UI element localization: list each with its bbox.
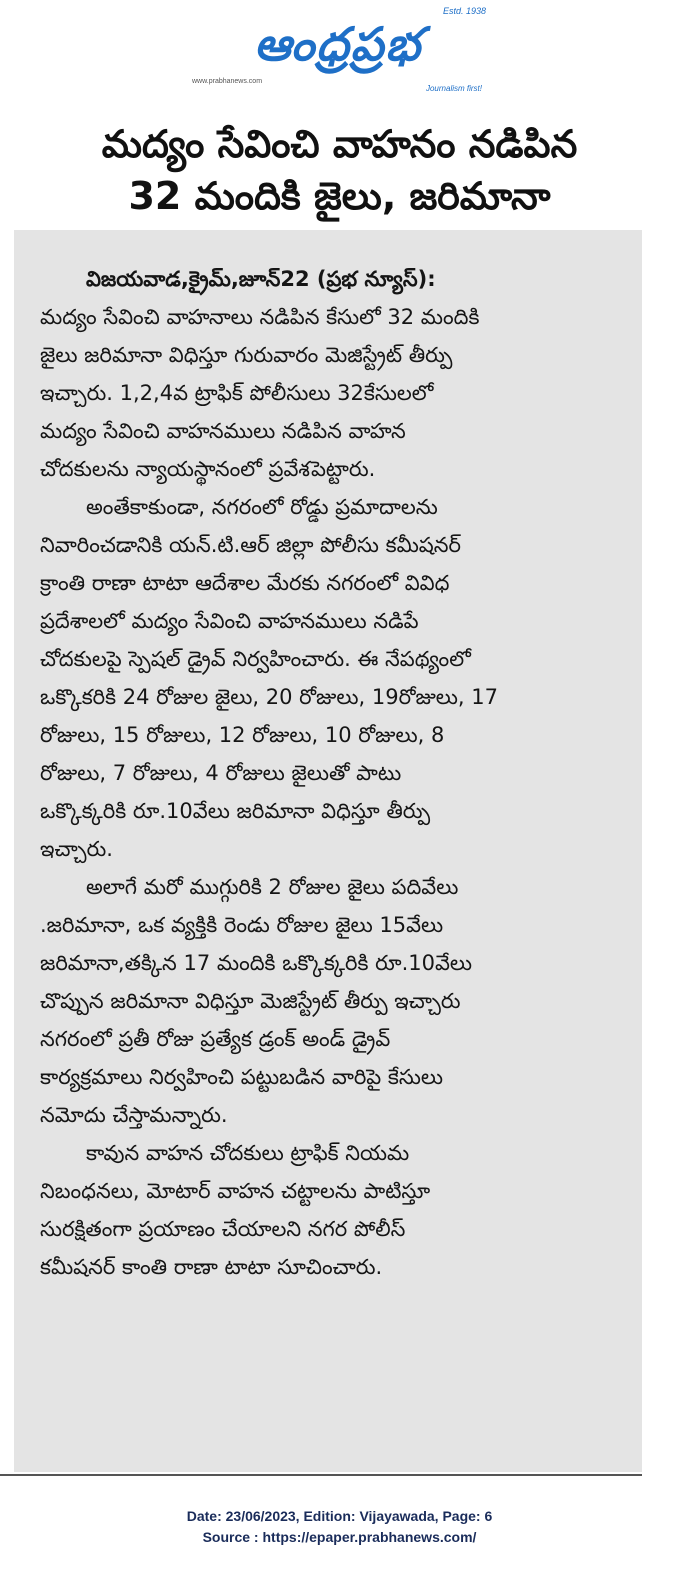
text-line: కమీషనర్ కాంతి రాణా టాటా సూచించారు. <box>40 1255 383 1279</box>
text-line: ఇచ్చారు. <box>40 837 113 861</box>
text-line: మద్యం సేవించి వాహనాలు నడిపిన కేసులో 32 మందికి <box>40 305 480 329</box>
text-line: ప్రదేశాలలో మద్యం సేవించి వాహనములు నడిపే <box>40 609 419 633</box>
text-line: మద్యం సేవించి వాహనములు నడిపిన వాహన <box>40 419 406 443</box>
text-line: రోజులు, 15 రోజులు, 12 రోజులు, 10 రోజులు, 8 <box>40 723 445 747</box>
site-url: www.prabhanews.com <box>192 78 263 85</box>
article-box <box>14 230 642 1472</box>
text-line: చోదకులను న్యాయస్థానంలో ప్రవేశపెట్టారు. <box>40 457 376 481</box>
text-line: రోజులు, 7 రోజులు, 4 రోజులు జైలుతో పాటు <box>40 761 402 785</box>
text-line: ఒక్కొక్కరికి రూ.10వేలు జరిమానా విధిస్తూ తీర్పు <box>40 799 431 823</box>
paragraph-1 <box>40 260 630 488</box>
text-line: ఒక్కొకరికి 24 రోజుల జైలు, 20 రోజులు, 19రోజులు, 17 <box>40 685 498 709</box>
text-line: జరిమానా,తక్కిన 17 మందికి ఒక్కొక్కరికి రూ.10వేలు <box>40 951 473 975</box>
text-line: కార్యక్రమాలు నిర్వహించి పట్టుబడిన వారిపై కేసులు <box>40 1065 444 1089</box>
masthead <box>0 0 679 110</box>
text-line: సురక్షితంగా ప్రయాణం చేయాలని నగర పోలీస్ <box>40 1217 406 1241</box>
tagline: Journalism first! <box>425 84 482 93</box>
logo-text: ఆంధ్రప్రభ <box>254 17 422 71</box>
paragraph-3 <box>40 868 630 1134</box>
headline-line-2: 32 మందికి జైలు, జరిమానా <box>128 174 551 218</box>
text-line: నగరంలో ప్రతీ రోజు ప్రత్యేక డ్రంక్ అండ్ డ్రైవ్ <box>40 1027 391 1051</box>
text-line: జైలు జరిమానా విధిస్తూ గురువారం మెజిస్ట్రేట్ తీర్పు <box>40 343 453 367</box>
date-edition-line: Date: 23/06/2023, Edition: Vijayawada, Page: 6 <box>186 1508 493 1524</box>
text-line: నిబంధనలు, మోటార్ వాహన చట్టాలను పాటిస్తూ <box>40 1179 431 1203</box>
paragraph-4 <box>40 1134 630 1286</box>
text-line: నివారించడానికి యన్.టి.ఆర్ జిల్లా పోలీసు కమీషనర్ <box>40 533 461 557</box>
newspaper-logo[interactable] <box>188 6 488 93</box>
text-line: నమోదు చేస్తామన్నారు. <box>40 1103 228 1127</box>
estd-label: Estd. 1938 <box>442 6 486 16</box>
paragraph-2 <box>40 488 630 868</box>
article-body <box>40 260 630 1286</box>
text-line: చోదకులపై స్పెషల్ డ్రైవ్ నిర్వహించారు. ఈ నేపథ్యంలో <box>40 647 471 671</box>
text-line: క్రాంతి రాణా టాటా ఆదేశాల మేరకు నగరంలో వివిధ <box>40 571 450 595</box>
text-line: కావున వాహన చోదకులు ట్రాఫిక్ నియమ <box>86 1141 410 1165</box>
footer <box>0 1506 679 1548</box>
source-link[interactable]: Source : https://epaper.prabhanews.com/ <box>202 1529 477 1545</box>
dateline: విజయవాడ,క్రైమ్,జూన్22 (ప్రభ న్యూస్): <box>86 267 436 291</box>
text-line: అలాగే మరో ముగ్గురికి 2 రోజుల జైలు పదివేలు <box>86 875 459 899</box>
text-line: .జరిమానా, ఒక వ్యక్తికి రెండు రోజుల జైలు 15వేలు <box>40 913 444 937</box>
text-line: చొప్పున జరిమానా విధిస్తూ మెజిస్ట్రేట్ తీర్పు ఇచ్చారు <box>40 989 461 1013</box>
text-line: ఇచ్చారు. 1,2,4వ ట్రాఫిక్ పోలీసులు 32కేసులలో <box>40 381 434 405</box>
headline <box>10 118 669 222</box>
divider <box>0 1474 642 1476</box>
text-line: అంతేకాకుండా, నగరంలో రోడ్డు ప్రమాదాలను <box>86 495 438 519</box>
headline-line-1: మద్యం సేవించి వాహనం నడిపిన <box>101 122 578 166</box>
